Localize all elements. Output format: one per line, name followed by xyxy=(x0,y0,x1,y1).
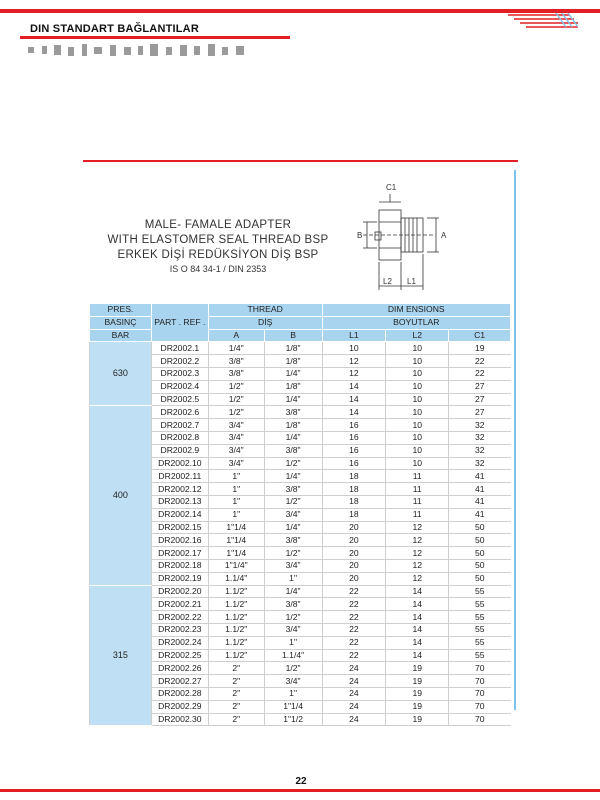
product-title-en-line2: WITH ELASTOMER SEAL THREAD BSP xyxy=(107,234,329,246)
table-row xyxy=(90,649,511,662)
cell-thread-a: 2" xyxy=(208,675,264,688)
cell-l2: 10 xyxy=(386,380,449,393)
cell-thread-b: 1/2" xyxy=(264,495,322,508)
table-row xyxy=(90,559,511,572)
cell-thread-b: 1" xyxy=(264,636,322,649)
th-basinc: BASINÇ xyxy=(90,316,152,329)
cell-c1: 55 xyxy=(449,611,511,624)
cell-l2: 14 xyxy=(386,636,449,649)
cell-thread-b: 3/8" xyxy=(264,534,322,547)
cell-l2: 12 xyxy=(386,521,449,534)
dimensions-table xyxy=(89,303,511,726)
drawing-label-a: A xyxy=(441,231,447,240)
cell-thread-a: 1" xyxy=(208,470,264,483)
table-row xyxy=(90,342,511,355)
cell-thread-b: 1"1/4 xyxy=(264,700,322,713)
cell-l2: 10 xyxy=(386,342,449,355)
cell-thread-b: 1/4" xyxy=(264,585,322,598)
table-row xyxy=(90,367,511,380)
table-row xyxy=(90,547,511,560)
cell-l2: 10 xyxy=(386,355,449,368)
cell-thread-a: 1/2" xyxy=(208,406,264,419)
cell-l1: 14 xyxy=(322,380,386,393)
cell-c1: 32 xyxy=(449,444,511,457)
th-dis: DİŞ xyxy=(208,316,322,329)
section-title-underline xyxy=(20,36,290,39)
cell-c1: 27 xyxy=(449,393,511,406)
cell-part-ref: DR2002.14 xyxy=(151,508,208,521)
drawing-label-l1: L1 xyxy=(407,277,416,286)
card-right-line xyxy=(514,170,516,710)
cell-c1: 50 xyxy=(449,559,511,572)
cell-thread-b: 1/8" xyxy=(264,355,322,368)
table-row xyxy=(90,572,511,585)
cell-thread-a: 3/4" xyxy=(208,457,264,470)
cell-part-ref: DR2002.16 xyxy=(151,534,208,547)
cell-part-ref: DR2002.1 xyxy=(151,342,208,355)
cell-l1: 20 xyxy=(322,547,386,560)
adapter-technical-drawing xyxy=(353,172,473,302)
cell-part-ref: DR2002.2 xyxy=(151,355,208,368)
cell-l1: 22 xyxy=(322,585,386,598)
cell-part-ref: DR2002.5 xyxy=(151,393,208,406)
table-row xyxy=(90,393,511,406)
cell-thread-b: 3/4" xyxy=(264,508,322,521)
cell-l2: 10 xyxy=(386,419,449,432)
product-title-en-line1: MALE- FAMALE ADAPTER xyxy=(144,219,292,231)
cell-pressure-bar: 400 xyxy=(90,406,152,585)
product-card xyxy=(83,160,518,724)
cell-thread-b: 1/2" xyxy=(264,611,322,624)
cell-thread-a: 3/4" xyxy=(208,444,264,457)
cell-thread-a: 3/8" xyxy=(208,367,264,380)
cell-c1: 41 xyxy=(449,495,511,508)
cell-thread-b: 1/4" xyxy=(264,521,322,534)
table-row xyxy=(90,431,511,444)
cell-l2: 14 xyxy=(386,623,449,636)
cell-l1: 18 xyxy=(322,470,386,483)
table-row xyxy=(90,444,511,457)
drawing-label-c1: C1 xyxy=(386,183,397,192)
cell-l2: 19 xyxy=(386,713,449,726)
cell-c1: 19 xyxy=(449,342,511,355)
cell-l2: 12 xyxy=(386,572,449,585)
cell-thread-a: 2" xyxy=(208,687,264,700)
cell-thread-a: 2" xyxy=(208,713,264,726)
cell-part-ref: DR2002.11 xyxy=(151,470,208,483)
table-row xyxy=(90,611,511,624)
header-stripes-decoration xyxy=(508,13,578,29)
cell-thread-a: 1.1/2" xyxy=(208,598,264,611)
table-row xyxy=(90,700,511,713)
cell-c1: 32 xyxy=(449,419,511,432)
cell-c1: 55 xyxy=(449,636,511,649)
cell-c1: 50 xyxy=(449,572,511,585)
cell-c1: 41 xyxy=(449,483,511,496)
cell-l1: 24 xyxy=(322,700,386,713)
cell-c1: 32 xyxy=(449,457,511,470)
cell-part-ref: DR2002.30 xyxy=(151,713,208,726)
cell-thread-a: 1.1/2" xyxy=(208,649,264,662)
cell-thread-b: 1"1/2 xyxy=(264,713,322,726)
cell-thread-a: 1.1/2" xyxy=(208,636,264,649)
cell-l1: 18 xyxy=(322,508,386,521)
cell-thread-b: 3/8" xyxy=(264,406,322,419)
cell-l2: 19 xyxy=(386,675,449,688)
cell-l1: 16 xyxy=(322,431,386,444)
cell-thread-b: 1" xyxy=(264,572,322,585)
cell-c1: 55 xyxy=(449,598,511,611)
cell-part-ref: DR2002.24 xyxy=(151,636,208,649)
table-row xyxy=(90,521,511,534)
cell-c1: 55 xyxy=(449,623,511,636)
cell-part-ref: DR2002.7 xyxy=(151,419,208,432)
cell-thread-a: 1.1/2" xyxy=(208,623,264,636)
th-b: B xyxy=(264,329,322,342)
th-a: A xyxy=(208,329,264,342)
cell-part-ref: DR2002.9 xyxy=(151,444,208,457)
table-row xyxy=(90,585,511,598)
cell-thread-a: 1" xyxy=(208,508,264,521)
section-title: DIN STANDART BAĞLANTILAR xyxy=(30,23,199,35)
cell-l2: 19 xyxy=(386,700,449,713)
cell-thread-a: 1" xyxy=(208,483,264,496)
cell-l2: 14 xyxy=(386,585,449,598)
cell-thread-a: 1"1/4" xyxy=(208,559,264,572)
cell-l1: 14 xyxy=(322,393,386,406)
table-row xyxy=(90,495,511,508)
cell-thread-b: 1" xyxy=(264,687,322,700)
cell-c1: 50 xyxy=(449,534,511,547)
fittings-icon-strip xyxy=(28,43,248,59)
cell-part-ref: DR2002.4 xyxy=(151,380,208,393)
cell-l2: 11 xyxy=(386,508,449,521)
table-row xyxy=(90,713,511,726)
table-row xyxy=(90,380,511,393)
cell-l2: 10 xyxy=(386,367,449,380)
cell-l2: 11 xyxy=(386,470,449,483)
cell-l2: 10 xyxy=(386,457,449,470)
cell-part-ref: DR2002.26 xyxy=(151,662,208,675)
cell-l2: 12 xyxy=(386,534,449,547)
th-l2: L2 xyxy=(386,329,449,342)
table-row xyxy=(90,457,511,470)
cell-c1: 70 xyxy=(449,662,511,675)
cell-thread-a: 2" xyxy=(208,700,264,713)
cell-l2: 11 xyxy=(386,495,449,508)
cell-c1: 55 xyxy=(449,649,511,662)
cell-c1: 55 xyxy=(449,585,511,598)
cell-thread-b: 1/4" xyxy=(264,431,322,444)
cell-pressure-bar: 315 xyxy=(90,585,152,726)
cell-part-ref: DR2002.6 xyxy=(151,406,208,419)
table-row xyxy=(90,406,511,419)
cell-part-ref: DR2002.21 xyxy=(151,598,208,611)
cell-thread-b: 3/8" xyxy=(264,598,322,611)
cell-l1: 20 xyxy=(322,572,386,585)
cell-thread-b: 3/8" xyxy=(264,444,322,457)
footer-line xyxy=(0,789,600,792)
cell-part-ref: DR2002.12 xyxy=(151,483,208,496)
cell-c1: 70 xyxy=(449,700,511,713)
cell-l1: 24 xyxy=(322,675,386,688)
cell-l1: 22 xyxy=(322,636,386,649)
cell-thread-b: 1/4" xyxy=(264,367,322,380)
cell-l2: 12 xyxy=(386,547,449,560)
cell-c1: 70 xyxy=(449,687,511,700)
cell-part-ref: DR2002.8 xyxy=(151,431,208,444)
table-row xyxy=(90,355,511,368)
cell-part-ref: DR2002.19 xyxy=(151,572,208,585)
cell-l2: 19 xyxy=(386,662,449,675)
cell-l2: 14 xyxy=(386,611,449,624)
cell-l1: 22 xyxy=(322,611,386,624)
cell-thread-b: 1/8" xyxy=(264,380,322,393)
cell-thread-a: 1/2" xyxy=(208,380,264,393)
cell-c1: 27 xyxy=(449,406,511,419)
drawing-label-b: B xyxy=(357,231,363,240)
table-row xyxy=(90,534,511,547)
cell-c1: 41 xyxy=(449,470,511,483)
cell-thread-a: 1.1/2" xyxy=(208,611,264,624)
table-row xyxy=(90,470,511,483)
cell-c1: 27 xyxy=(449,380,511,393)
cell-thread-b: 3/4" xyxy=(264,675,322,688)
cell-l1: 24 xyxy=(322,662,386,675)
cell-thread-a: 2" xyxy=(208,662,264,675)
cell-part-ref: DR2002.28 xyxy=(151,687,208,700)
cell-l1: 16 xyxy=(322,444,386,457)
th-boyutlar: BOYUTLAR xyxy=(322,316,510,329)
cell-thread-b: 1/8" xyxy=(264,342,322,355)
cell-l1: 16 xyxy=(322,419,386,432)
cell-part-ref: DR2002.22 xyxy=(151,611,208,624)
cell-l1: 24 xyxy=(322,687,386,700)
cell-thread-b: 1/2" xyxy=(264,547,322,560)
th-bar: BAR xyxy=(90,329,152,342)
th-part-ref: PART . REF . xyxy=(151,304,208,342)
cell-c1: 22 xyxy=(449,367,511,380)
th-thread: THREAD xyxy=(208,304,322,317)
cell-thread-b: 1/4" xyxy=(264,470,322,483)
cell-thread-b: 1/2" xyxy=(264,662,322,675)
cell-l2: 10 xyxy=(386,406,449,419)
cell-thread-b: 1/2" xyxy=(264,457,322,470)
cell-l1: 22 xyxy=(322,598,386,611)
th-dimensions: DIM ENSIONS xyxy=(322,304,510,317)
cell-part-ref: DR2002.10 xyxy=(151,457,208,470)
cell-l2: 10 xyxy=(386,444,449,457)
table-row xyxy=(90,687,511,700)
cell-part-ref: DR2002.27 xyxy=(151,675,208,688)
cell-l2: 10 xyxy=(386,393,449,406)
table-row xyxy=(90,623,511,636)
cell-thread-b: 3/8" xyxy=(264,483,322,496)
cell-thread-a: 1"1/4 xyxy=(208,521,264,534)
cell-part-ref: DR2002.23 xyxy=(151,623,208,636)
cell-l1: 18 xyxy=(322,495,386,508)
cell-thread-a: 1.1/2" xyxy=(208,585,264,598)
cell-l2: 14 xyxy=(386,649,449,662)
cell-l2: 19 xyxy=(386,687,449,700)
cell-part-ref: DR2002.15 xyxy=(151,521,208,534)
cell-l1: 20 xyxy=(322,521,386,534)
cell-part-ref: DR2002.20 xyxy=(151,585,208,598)
cell-l1: 14 xyxy=(322,406,386,419)
cell-l1: 16 xyxy=(322,457,386,470)
cell-part-ref: DR2002.3 xyxy=(151,367,208,380)
cell-l1: 12 xyxy=(322,367,386,380)
cell-thread-a: 3/8" xyxy=(208,355,264,368)
th-pres: PRES. xyxy=(90,304,152,317)
cell-c1: 70 xyxy=(449,713,511,726)
cell-l1: 12 xyxy=(322,355,386,368)
cell-c1: 50 xyxy=(449,547,511,560)
cell-thread-b: 1.1/4" xyxy=(264,649,322,662)
cell-c1: 50 xyxy=(449,521,511,534)
cell-l1: 10 xyxy=(322,342,386,355)
cell-part-ref: DR2002.17 xyxy=(151,547,208,560)
drawing-label-l2: L2 xyxy=(383,277,392,286)
table-row xyxy=(90,419,511,432)
cell-l1: 22 xyxy=(322,623,386,636)
card-top-line xyxy=(83,160,518,162)
cell-c1: 41 xyxy=(449,508,511,521)
cell-l1: 18 xyxy=(322,483,386,496)
cell-l2: 11 xyxy=(386,483,449,496)
cell-thread-a: 3/4" xyxy=(208,419,264,432)
table-row xyxy=(90,508,511,521)
cell-thread-a: 3/4" xyxy=(208,431,264,444)
cell-thread-a: 1"1/4 xyxy=(208,534,264,547)
cell-thread-a: 1/4" xyxy=(208,342,264,355)
cell-part-ref: DR2002.18 xyxy=(151,559,208,572)
cell-thread-a: 1"1/4 xyxy=(208,547,264,560)
table-row xyxy=(90,598,511,611)
cell-part-ref: DR2002.29 xyxy=(151,700,208,713)
cell-c1: 22 xyxy=(449,355,511,368)
product-standard: IS O 84 34-1 / DIN 2353 xyxy=(169,264,267,274)
cell-l2: 10 xyxy=(386,431,449,444)
cell-part-ref: DR2002.25 xyxy=(151,649,208,662)
page-number: 22 xyxy=(295,776,307,787)
cell-thread-a: 1.1/4" xyxy=(208,572,264,585)
table-row xyxy=(90,483,511,496)
product-title-tr: ERKEK DİŞİ REDÜKSİYON DİŞ BSP xyxy=(117,249,319,261)
cell-l1: 24 xyxy=(322,713,386,726)
cell-l1: 22 xyxy=(322,649,386,662)
cell-c1: 32 xyxy=(449,431,511,444)
cell-l1: 20 xyxy=(322,534,386,547)
th-c1: C1 xyxy=(449,329,511,342)
cell-thread-b: 3/4" xyxy=(264,623,322,636)
cell-thread-a: 1" xyxy=(208,495,264,508)
th-l1: L1 xyxy=(322,329,386,342)
table-row xyxy=(90,662,511,675)
cell-l1: 20 xyxy=(322,559,386,572)
cell-l2: 12 xyxy=(386,559,449,572)
table-row xyxy=(90,675,511,688)
dimensions-table-body xyxy=(90,342,511,726)
cell-thread-a: 1/2" xyxy=(208,393,264,406)
cell-l2: 14 xyxy=(386,598,449,611)
cell-c1: 70 xyxy=(449,675,511,688)
cell-pressure-bar: 630 xyxy=(90,342,152,406)
product-title-block xyxy=(83,218,353,274)
cell-thread-b: 1/4" xyxy=(264,393,322,406)
cell-part-ref: DR2002.13 xyxy=(151,495,208,508)
cell-thread-b: 3/4" xyxy=(264,559,322,572)
table-row xyxy=(90,636,511,649)
cell-thread-b: 1/8" xyxy=(264,419,322,432)
